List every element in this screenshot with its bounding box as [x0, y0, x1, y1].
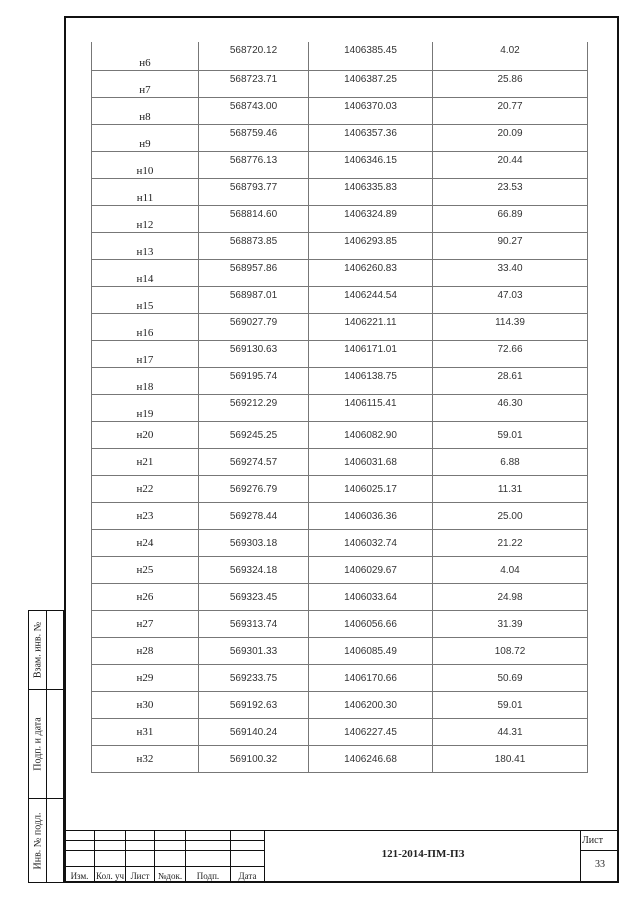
x-coordinate-cell: 568957.86 [199, 259, 309, 286]
distance-cell: 4.02 [433, 42, 588, 70]
distance-cell: 59.01 [433, 691, 588, 718]
table-row [92, 421, 588, 448]
distance-cell: 90.27 [433, 232, 588, 259]
distance-cell: 4.04 [433, 556, 588, 583]
y-coordinate-cell: 1406246.68 [309, 745, 433, 772]
y-coordinate-cell: 1406370.03 [309, 97, 433, 124]
table-row [92, 232, 588, 259]
distance-cell: 180.41 [433, 745, 588, 772]
x-coordinate-cell: 568814.60 [199, 205, 309, 232]
x-coordinate-cell: 568873.85 [199, 232, 309, 259]
point-id-cell: н10 [92, 151, 199, 178]
x-coordinate-cell: 568720.12 [199, 42, 309, 70]
x-coordinate-cell: 569278.44 [199, 502, 309, 529]
distance-cell: 114.39 [433, 313, 588, 340]
distance-cell: 33.40 [433, 259, 588, 286]
table-row [92, 205, 588, 232]
sheet-number: 33 [595, 859, 605, 870]
stamp-vzam-inv-label: Взам. инв. № [32, 621, 43, 679]
point-id-cell: н30 [92, 691, 199, 718]
point-id-cell: н15 [92, 286, 199, 313]
distance-cell: 11.31 [433, 475, 588, 502]
y-coordinate-cell: 1406387.25 [309, 70, 433, 97]
header-podp: Подп. [196, 871, 220, 881]
point-id-cell: н18 [92, 367, 199, 394]
y-coordinate-cell: 1406260.83 [309, 259, 433, 286]
point-id-cell: н7 [92, 70, 199, 97]
point-id-cell: н11 [92, 178, 199, 205]
point-id-cell: н8 [92, 97, 199, 124]
table-row [92, 664, 588, 691]
y-coordinate-cell: 1406032.74 [309, 529, 433, 556]
table-row [92, 313, 588, 340]
document-code: 121-2014-ПМ-ПЗ [381, 848, 465, 860]
header-izm: Изм. [70, 871, 89, 881]
table-row [92, 151, 588, 178]
x-coordinate-cell: 569192.63 [199, 691, 309, 718]
y-coordinate-cell: 1406324.89 [309, 205, 433, 232]
distance-cell: 50.69 [433, 664, 588, 691]
y-coordinate-cell: 1406227.45 [309, 718, 433, 745]
table-row [92, 502, 588, 529]
table-row [92, 42, 588, 70]
y-coordinate-cell: 1406033.64 [309, 583, 433, 610]
y-coordinate-cell: 1406138.75 [309, 367, 433, 394]
x-coordinate-cell: 569195.74 [199, 367, 309, 394]
table-row [92, 475, 588, 502]
point-id-cell: н14 [92, 259, 199, 286]
x-coordinate-cell: 569212.29 [199, 394, 309, 421]
y-coordinate-cell: 1406200.30 [309, 691, 433, 718]
distance-cell: 28.61 [433, 367, 588, 394]
point-id-cell: н28 [92, 637, 199, 664]
table-row [92, 97, 588, 124]
point-id-cell: н6 [92, 42, 199, 70]
x-coordinate-cell: 568987.01 [199, 286, 309, 313]
x-coordinate-cell: 569324.18 [199, 556, 309, 583]
x-coordinate-cell: 569140.24 [199, 718, 309, 745]
x-coordinate-cell: 569027.79 [199, 313, 309, 340]
y-coordinate-cell: 1406357.36 [309, 124, 433, 151]
table-row [92, 178, 588, 205]
y-coordinate-cell: 1406385.45 [309, 42, 433, 70]
x-coordinate-cell: 568723.71 [199, 70, 309, 97]
table-row [92, 610, 588, 637]
stamp-podp-data [28, 689, 64, 799]
table-row [92, 745, 588, 772]
coordinates-table [91, 42, 588, 773]
x-coordinate-cell: 568759.46 [199, 124, 309, 151]
y-coordinate-cell: 1406056.66 [309, 610, 433, 637]
table-row [92, 691, 588, 718]
y-coordinate-cell: 1406335.83 [309, 178, 433, 205]
sheet-label: Лист [582, 835, 603, 846]
point-id-cell: н26 [92, 583, 199, 610]
table-row [92, 394, 588, 421]
table-row [92, 556, 588, 583]
table-row [92, 70, 588, 97]
table-row [92, 259, 588, 286]
point-id-cell: н32 [92, 745, 199, 772]
table-row [92, 718, 588, 745]
table-row [92, 367, 588, 394]
header-list: Лист [130, 871, 150, 881]
distance-cell: 21.22 [433, 529, 588, 556]
y-coordinate-cell: 1406293.85 [309, 232, 433, 259]
distance-cell: 25.86 [433, 70, 588, 97]
point-id-cell: н19 [92, 394, 199, 421]
y-coordinate-cell: 1406025.17 [309, 475, 433, 502]
point-id-cell: н31 [92, 718, 199, 745]
y-coordinate-cell: 1406221.11 [309, 313, 433, 340]
y-coordinate-cell: 1406244.54 [309, 286, 433, 313]
distance-cell: 47.03 [433, 286, 588, 313]
x-coordinate-cell: 569301.33 [199, 637, 309, 664]
distance-cell: 66.89 [433, 205, 588, 232]
point-id-cell: н9 [92, 124, 199, 151]
y-coordinate-cell: 1406115.41 [309, 394, 433, 421]
x-coordinate-cell: 568743.00 [199, 97, 309, 124]
x-coordinate-cell: 569303.18 [199, 529, 309, 556]
table-row [92, 448, 588, 475]
table-row [92, 583, 588, 610]
distance-cell: 44.31 [433, 718, 588, 745]
distance-cell: 24.98 [433, 583, 588, 610]
x-coordinate-cell: 569100.32 [199, 745, 309, 772]
x-coordinate-cell: 568793.77 [199, 178, 309, 205]
distance-cell: 46.30 [433, 394, 588, 421]
stamp-podp-data-label: Подп. и дата [32, 717, 43, 771]
stamp-inv-podl-label: Инв. № подл. [32, 812, 43, 869]
point-id-cell: н22 [92, 475, 199, 502]
y-coordinate-cell: 1406029.67 [309, 556, 433, 583]
distance-cell: 108.72 [433, 637, 588, 664]
distance-cell: 59.01 [433, 421, 588, 448]
distance-cell: 20.44 [433, 151, 588, 178]
x-coordinate-cell: 569233.75 [199, 664, 309, 691]
header-n-dok: №док. [157, 871, 183, 881]
point-id-cell: н24 [92, 529, 199, 556]
distance-cell: 72.66 [433, 340, 588, 367]
y-coordinate-cell: 1406085.49 [309, 637, 433, 664]
distance-cell: 31.39 [433, 610, 588, 637]
distance-cell: 20.77 [433, 97, 588, 124]
header-data: Дата [238, 871, 257, 881]
x-coordinate-cell: 569130.63 [199, 340, 309, 367]
distance-cell: 6.88 [433, 448, 588, 475]
point-id-cell: н25 [92, 556, 199, 583]
table-row [92, 340, 588, 367]
point-id-cell: н12 [92, 205, 199, 232]
y-coordinate-cell: 1406346.15 [309, 151, 433, 178]
distance-cell: 25.00 [433, 502, 588, 529]
stamp-vzam-inv [28, 610, 64, 690]
point-id-cell: н27 [92, 610, 199, 637]
table-row [92, 637, 588, 664]
x-coordinate-cell: 569323.45 [199, 583, 309, 610]
point-id-cell: н23 [92, 502, 199, 529]
table-row [92, 529, 588, 556]
distance-cell: 20.09 [433, 124, 588, 151]
point-id-cell: н13 [92, 232, 199, 259]
point-id-cell: н21 [92, 448, 199, 475]
point-id-cell: н17 [92, 340, 199, 367]
point-id-cell: н16 [92, 313, 199, 340]
y-coordinate-cell: 1406036.36 [309, 502, 433, 529]
y-coordinate-cell: 1406170.66 [309, 664, 433, 691]
x-coordinate-cell: 569313.74 [199, 610, 309, 637]
table-row [92, 286, 588, 313]
distance-cell: 23.53 [433, 178, 588, 205]
y-coordinate-cell: 1406031.68 [309, 448, 433, 475]
y-coordinate-cell: 1406171.01 [309, 340, 433, 367]
x-coordinate-cell: 568776.13 [199, 151, 309, 178]
x-coordinate-cell: 569245.25 [199, 421, 309, 448]
stamp-inv-podl [28, 798, 64, 883]
x-coordinate-cell: 569276.79 [199, 475, 309, 502]
point-id-cell: н29 [92, 664, 199, 691]
point-id-cell: н20 [92, 421, 199, 448]
table-row [92, 124, 588, 151]
y-coordinate-cell: 1406082.90 [309, 421, 433, 448]
header-kol-uch: Кол. уч [96, 871, 124, 881]
x-coordinate-cell: 569274.57 [199, 448, 309, 475]
